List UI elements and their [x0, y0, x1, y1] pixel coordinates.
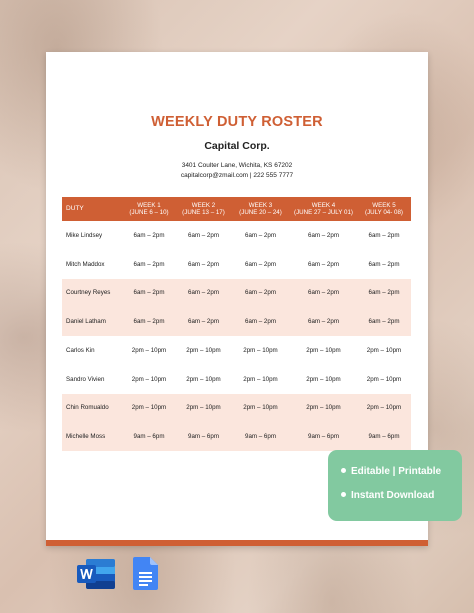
shift-cell: 9am – 6pm — [176, 422, 231, 451]
shift-cell: 2pm – 10pm — [243, 375, 278, 383]
shift-cell: 9am – 6pm — [231, 422, 290, 451]
employee-name: Mike Lindsey — [66, 231, 103, 239]
badge-feature-download — [341, 489, 434, 503]
duty-roster-table — [62, 197, 411, 451]
gdocs-line — [139, 576, 152, 578]
shift-cell: 2pm – 10pm — [306, 375, 341, 383]
shift-cell: 6am – 2pm — [133, 260, 165, 268]
employee-name: Chin Romualdo — [62, 394, 122, 423]
microsoft-word-icon[interactable] — [76, 558, 116, 590]
week-label: WEEK 2 — [191, 201, 216, 209]
shift-cell: 2pm – 10pm — [243, 346, 278, 354]
company-contact: capitalcorp@zmail.com | 222 555 7777 — [180, 172, 294, 179]
shift-cell: 6am – 2pm — [231, 307, 290, 336]
shift-cell: 6am – 2pm — [368, 231, 400, 239]
shift-cell: 2pm – 10pm — [290, 394, 357, 423]
shift-cell: 2pm – 10pm — [366, 346, 402, 354]
shift-cell: 2pm – 10pm — [131, 346, 167, 354]
week-dates: (JUNE 6 – 10) — [129, 209, 169, 216]
gdocs-line — [139, 572, 152, 574]
company-address-block — [46, 161, 428, 181]
gdocs-line — [139, 584, 148, 586]
shift-cell: 2pm – 10pm — [186, 375, 221, 383]
shift-cell: 6am – 2pm — [308, 231, 339, 239]
shift-cell: 2pm – 10pm — [306, 346, 341, 354]
badge-feature-editable — [341, 465, 441, 479]
week-label: WEEK 3 — [248, 201, 273, 209]
week-dates: (JULY 04- 08) — [365, 209, 403, 216]
shift-cell: 9am – 6pm — [357, 422, 411, 451]
shift-cell: 2pm – 10pm — [176, 394, 231, 423]
shift-cell: 6am – 2pm — [290, 307, 357, 336]
gdocs-line — [139, 580, 152, 582]
shift-cell: 2pm – 10pm — [131, 375, 167, 383]
shift-cell: 6am – 2pm — [357, 279, 411, 308]
table-row — [62, 250, 411, 279]
gdocs-fold — [150, 557, 158, 565]
badge-line-text: Instant Download — [351, 490, 435, 501]
week-label: WEEK 4 — [311, 201, 336, 209]
shift-cell: 6am – 2pm — [308, 260, 339, 268]
week-column-header — [231, 197, 290, 221]
table-row — [62, 394, 411, 423]
features-badge — [328, 450, 462, 521]
shift-cell: 6am – 2pm — [122, 307, 176, 336]
footer-accent-bar — [46, 540, 428, 546]
shift-cell: 6am – 2pm — [188, 231, 219, 239]
shift-cell: 2pm – 10pm — [366, 375, 402, 383]
shift-cell: 6am – 2pm — [188, 260, 219, 268]
table-row — [62, 279, 411, 308]
shift-cell: 9am – 6pm — [290, 422, 357, 451]
shift-cell: 6am – 2pm — [245, 260, 276, 268]
employee-name: Mitch Maddox — [66, 260, 105, 268]
document-title: WEEKLY DUTY ROSTER — [151, 114, 323, 130]
week-label: WEEK 5 — [372, 201, 396, 209]
week-column-header — [122, 197, 176, 221]
shift-cell: 2pm – 10pm — [122, 394, 176, 423]
week-column-header — [290, 197, 357, 221]
week-column-header — [357, 197, 411, 221]
shift-cell: 9am – 6pm — [122, 422, 176, 451]
employee-name: Courtney Reyes — [62, 279, 122, 308]
employee-name: Daniel Latham — [62, 307, 122, 336]
shift-cell: 6am – 2pm — [231, 279, 290, 308]
shift-cell: 2pm – 10pm — [186, 346, 221, 354]
company-name: Capital Corp. — [204, 140, 270, 152]
shift-cell: 2pm – 10pm — [231, 394, 290, 423]
table-row — [62, 336, 411, 365]
company-address: 3401 Coulter Lane, Wichita, KS 67202 — [181, 162, 293, 169]
shift-cell: 6am – 2pm — [245, 231, 276, 239]
week-dates: (JUNE 20 – 24) — [239, 209, 282, 216]
shift-cell: 6am – 2pm — [176, 307, 231, 336]
duty-column-header: DUTY — [62, 197, 122, 221]
shift-cell: 6am – 2pm — [176, 279, 231, 308]
bullet-icon — [341, 468, 346, 473]
week-column-header — [176, 197, 231, 221]
bullet-icon — [341, 492, 346, 497]
employee-name: Carlos Kin — [66, 346, 95, 354]
shift-cell: 6am – 2pm — [133, 231, 165, 239]
word-badge — [77, 565, 96, 583]
shift-cell: 6am – 2pm — [368, 260, 400, 268]
employee-name: Michelle Moss — [62, 422, 122, 451]
table-row — [62, 221, 411, 250]
google-docs-icon[interactable] — [133, 557, 158, 590]
table-row — [62, 307, 411, 336]
shift-cell: 6am – 2pm — [357, 307, 411, 336]
table-header-row — [62, 197, 411, 221]
week-label: WEEK 1 — [137, 201, 161, 209]
shift-cell: 6am – 2pm — [290, 279, 357, 308]
week-dates: (JUNE 27 – JULY 01) — [294, 209, 353, 216]
shift-cell: 2pm – 10pm — [357, 394, 411, 423]
shift-cell: 6am – 2pm — [122, 279, 176, 308]
table-row — [62, 422, 411, 451]
week-dates: (JUNE 13 – 17) — [182, 209, 225, 216]
table-row — [62, 365, 411, 394]
employee-name: Sandro Vivien — [66, 375, 105, 383]
badge-line-text: Editable | Printable — [351, 466, 442, 477]
